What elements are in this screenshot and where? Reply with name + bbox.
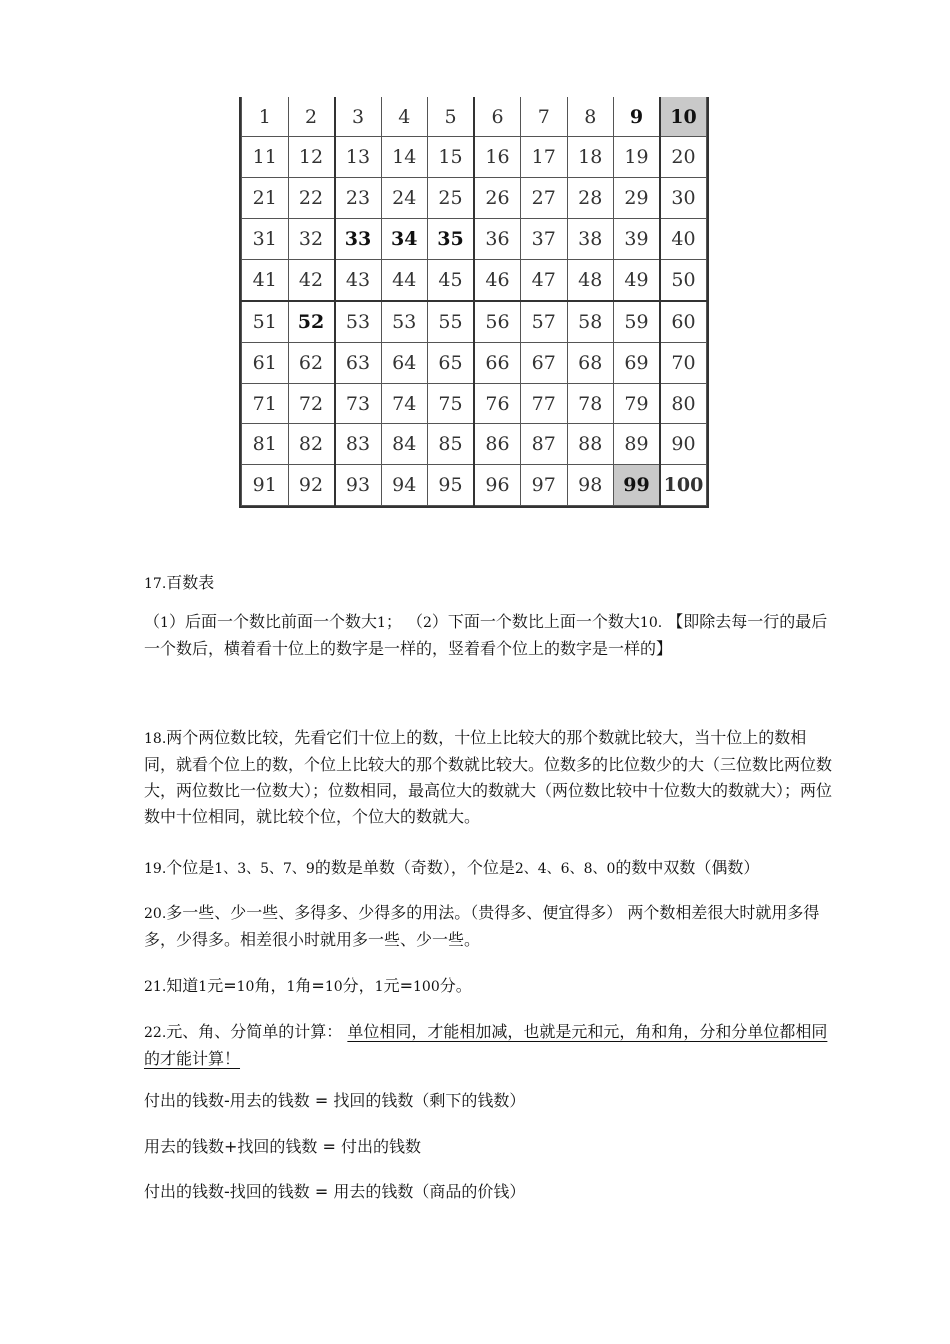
chart-cell: 19: [614, 137, 661, 178]
chart-cell: 47: [521, 259, 568, 301]
chart-row: [242, 218, 707, 259]
formula-3: 付出的钱数-找回的钱数 = 用去的钱数（商品的价钱）: [144, 1182, 526, 1201]
chart-cell: 27: [521, 178, 568, 219]
chart-cell: 49: [614, 259, 661, 301]
chart-cell: 12: [288, 137, 335, 178]
chart-cell: 36: [474, 218, 521, 259]
item-22-rule: 单位相同，才能相加减，也就是元和元，角和角，分和分单位都相同的才能计算！: [144, 1022, 828, 1068]
chart-cell: 20: [660, 137, 707, 178]
chart-cell: 39: [614, 218, 661, 259]
chart-cell: 100: [660, 465, 707, 506]
chart-cell: 16: [474, 137, 521, 178]
chart-cell: 37: [521, 218, 568, 259]
chart-cell: 57: [521, 301, 568, 343]
chart-cell: 59: [614, 301, 661, 343]
chart-row: [242, 465, 707, 506]
chart-cell: 9: [614, 97, 661, 137]
chart-cell: 96: [474, 465, 521, 506]
chart-cell: 87: [521, 424, 568, 465]
chart-cell: 11: [242, 137, 289, 178]
chart-cell: 8: [567, 97, 614, 137]
item-20: 20.多一些、少一些、多得多、少得多的用法。（贵得多、便宜得多） 两个数相差很大时就用多得多，少得多。相差很小时就用多一些、少一些。: [144, 903, 820, 949]
chart-cell: 65: [428, 342, 475, 383]
hundred-chart-table: [241, 97, 707, 506]
chart-cell: 95: [428, 465, 475, 506]
chart-cell: 28: [567, 178, 614, 219]
chart-cell: 58: [567, 301, 614, 343]
chart-cell: 90: [660, 424, 707, 465]
chart-cell: 51: [242, 301, 289, 343]
chart-cell: 23: [335, 178, 382, 219]
chart-cell: 81: [242, 424, 289, 465]
chart-cell: 50: [660, 259, 707, 301]
chart-cell: 82: [288, 424, 335, 465]
chart-cell: 75: [428, 383, 475, 424]
chart-cell: 2: [288, 97, 335, 137]
chart-cell: 69: [614, 342, 661, 383]
chart-cell: 32: [288, 218, 335, 259]
chart-row: [242, 97, 707, 137]
chart-cell: 30: [660, 178, 707, 219]
chart-cell: 67: [521, 342, 568, 383]
chart-cell: 29: [614, 178, 661, 219]
chart-cell: 89: [614, 424, 661, 465]
chart-cell: 52: [288, 301, 335, 343]
chart-cell: 66: [474, 342, 521, 383]
chart-cell: 68: [567, 342, 614, 383]
chart-cell: 24: [381, 178, 428, 219]
chart-cell: 3: [335, 97, 382, 137]
chart-cell: 93: [335, 465, 382, 506]
chart-cell: 41: [242, 259, 289, 301]
chart-cell: 91: [242, 465, 289, 506]
chart-cell: 53: [381, 301, 428, 343]
chart-row: [242, 383, 707, 424]
chart-cell: 79: [614, 383, 661, 424]
chart-cell: 6: [474, 97, 521, 137]
chart-cell: 31: [242, 218, 289, 259]
chart-cell: 34: [381, 218, 428, 259]
chart-cell: 42: [288, 259, 335, 301]
chart-cell: 85: [428, 424, 475, 465]
chart-cell: 35: [428, 218, 475, 259]
chart-cell: 25: [428, 178, 475, 219]
chart-cell: 84: [381, 424, 428, 465]
chart-cell: 17: [521, 137, 568, 178]
chart-cell: 38: [567, 218, 614, 259]
chart-cell: 73: [335, 383, 382, 424]
formula-1: 付出的钱数-用去的钱数 = 找回的钱数（剩下的钱数）: [144, 1091, 526, 1110]
chart-cell: 78: [567, 383, 614, 424]
chart-cell: 63: [335, 342, 382, 383]
chart-cell: 44: [381, 259, 428, 301]
chart-cell: 88: [567, 424, 614, 465]
chart-cell: 53: [335, 301, 382, 343]
chart-cell: 14: [381, 137, 428, 178]
chart-cell: 61: [242, 342, 289, 383]
chart-cell: 64: [381, 342, 428, 383]
chart-cell: 15: [428, 137, 475, 178]
item-18: 18.两个两位数比较，先看它们十位上的数，十位上比较大的那个数就比较大，当十位上的数相同，就看个位上的数，个位上比较大的那个数就比较大。位数多的比位数少的大（三位数比两位数大，两位数比一位数大）；位数相同，最高位大的数就大（两位数比较中十位数大的数就大）；两位数中十位相同，就比较个位，个位大的数就大。: [144, 728, 833, 826]
chart-cell: 71: [242, 383, 289, 424]
chart-cell: 70: [660, 342, 707, 383]
chart-cell: 86: [474, 424, 521, 465]
chart-cell: 76: [474, 383, 521, 424]
chart-cell: 43: [335, 259, 382, 301]
chart-cell: 98: [567, 465, 614, 506]
item-21: 21.知道1元=10角，1角=10分，1元=100分。: [144, 976, 472, 995]
chart-row: [242, 259, 707, 301]
chart-cell: 74: [381, 383, 428, 424]
chart-cell: 5: [428, 97, 475, 137]
chart-cell: 60: [660, 301, 707, 343]
chart-cell: 46: [474, 259, 521, 301]
chart-cell: 80: [660, 383, 707, 424]
chart-row: [242, 342, 707, 383]
chart-cell: 22: [288, 178, 335, 219]
chart-cell: 45: [428, 259, 475, 301]
chart-cell: 77: [521, 383, 568, 424]
chart-cell: 13: [335, 137, 382, 178]
chart-cell: 72: [288, 383, 335, 424]
chart-cell: 10: [660, 97, 707, 137]
hundred-chart: [239, 97, 709, 508]
chart-cell: 94: [381, 465, 428, 506]
chart-cell: 99: [614, 465, 661, 506]
chart-cell: 40: [660, 218, 707, 259]
chart-cell: 83: [335, 424, 382, 465]
chart-cell: 62: [288, 342, 335, 383]
item-22: 22.元、角、分简单的计算： 单位相同，才能相加减，也就是元和元，角和角，分和分单位都相同的才能计算！: [144, 1022, 828, 1068]
chart-cell: 26: [474, 178, 521, 219]
chart-row: [242, 424, 707, 465]
chart-row: [242, 137, 707, 178]
chart-cell: 55: [428, 301, 475, 343]
chart-cell: 48: [567, 259, 614, 301]
chart-row: [242, 178, 707, 219]
chart-cell: 21: [242, 178, 289, 219]
chart-cell: 97: [521, 465, 568, 506]
chart-cell: 33: [335, 218, 382, 259]
formula-2: 用去的钱数+找回的钱数 = 付出的钱数: [144, 1137, 421, 1156]
chart-cell: 7: [521, 97, 568, 137]
chart-cell: 18: [567, 137, 614, 178]
chart-cell: 4: [381, 97, 428, 137]
item-17-heading: 17.百数表: [144, 573, 215, 592]
item-17-body: （1）后面一个数比前面一个数大1； （2）下面一个数比上面一个数大10. 【即除去每一行的最后一个数后，横着看十位上的数字是一样的，竖着看个位上的数字是一样的】: [144, 612, 828, 658]
chart-cell: 56: [474, 301, 521, 343]
chart-cell: 92: [288, 465, 335, 506]
chart-cell: 1: [242, 97, 289, 137]
chart-row: [242, 301, 707, 343]
item-19: 19.个位是1、3、5、7、9的数是单数（奇数），个位是2、4、6、8、0的数中双数（偶数）: [144, 858, 760, 877]
